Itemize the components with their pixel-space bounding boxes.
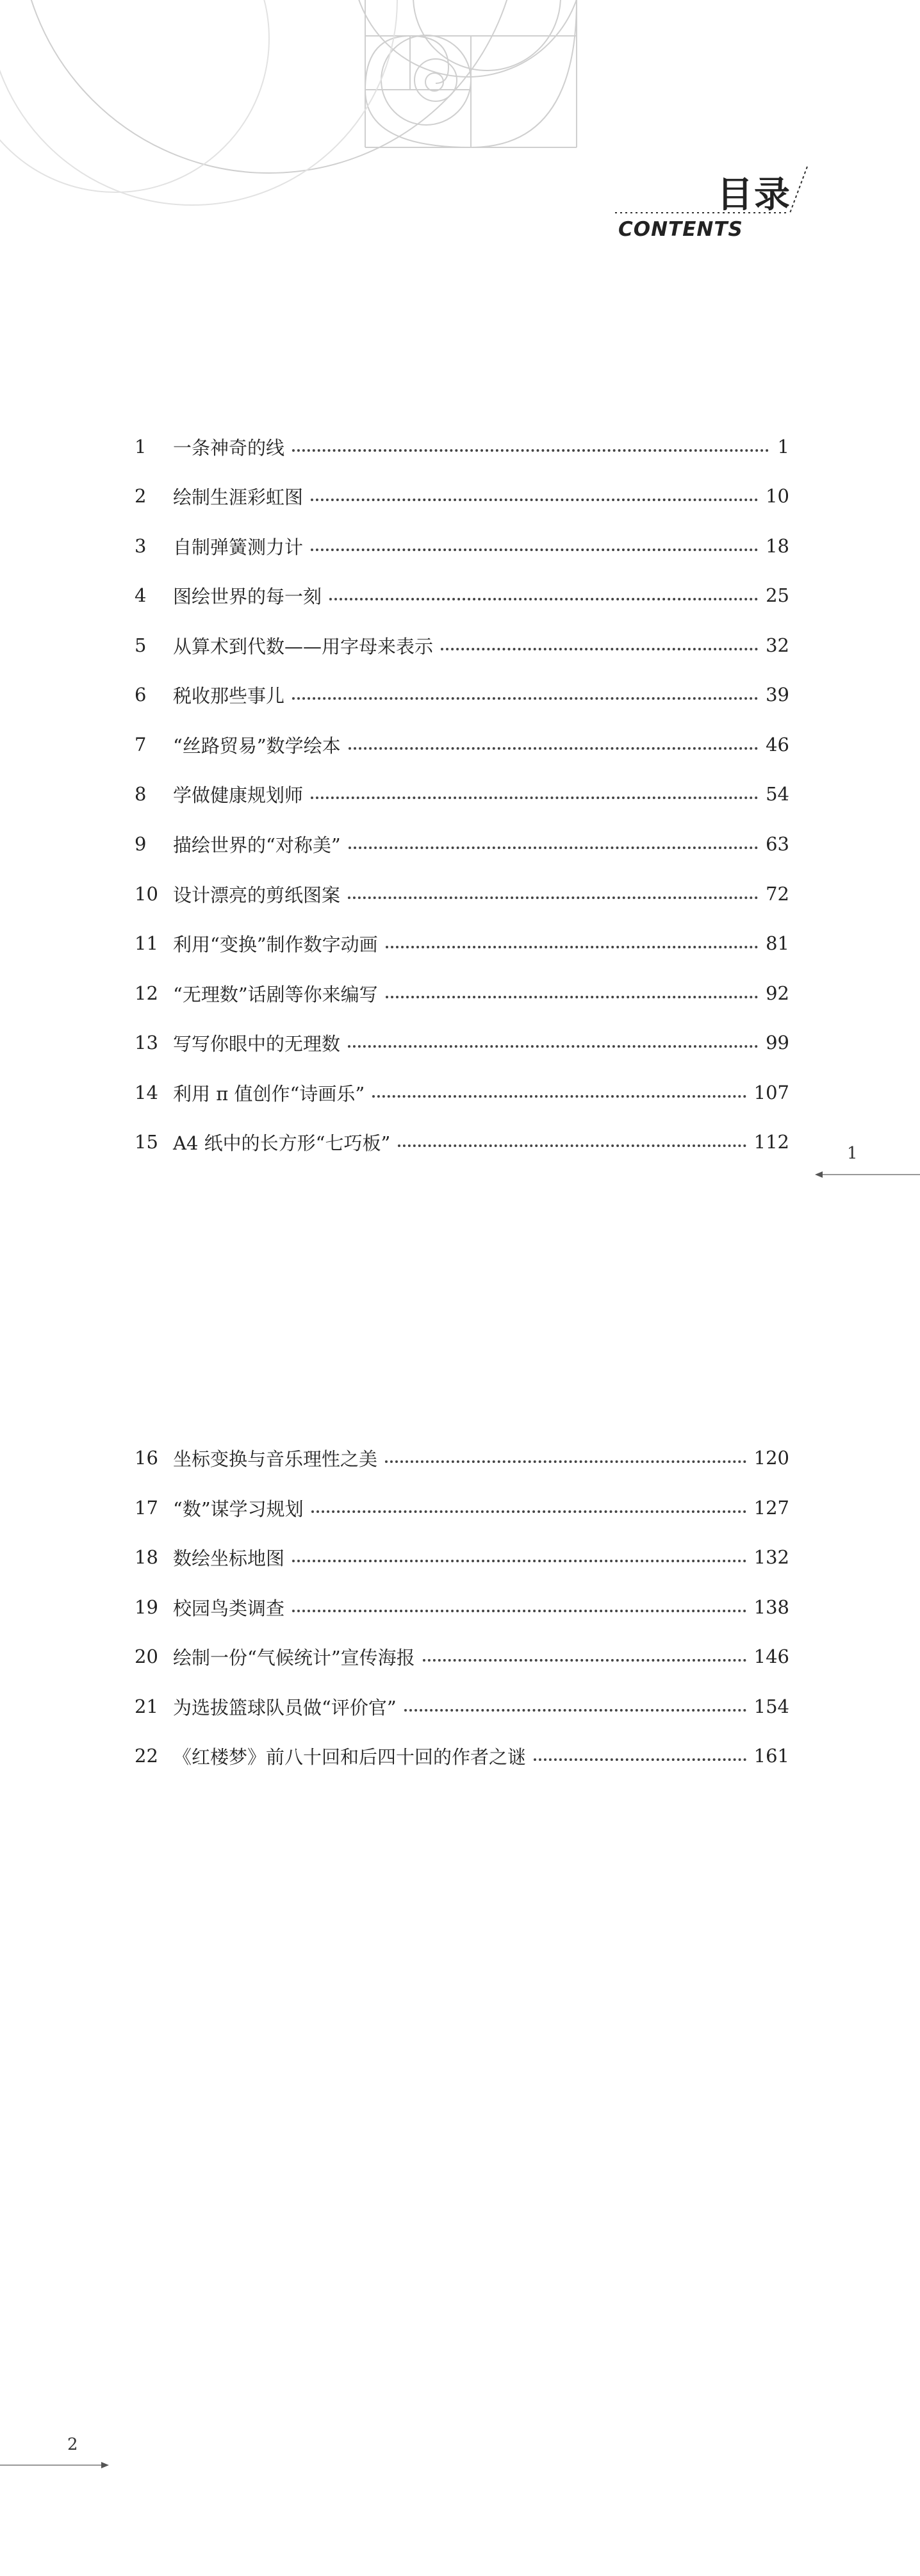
- toc-entry-page: 138: [753, 1596, 789, 1618]
- folio-arrow-left: [101, 2461, 109, 2469]
- toc-entry[interactable]: [135, 1594, 789, 1620]
- toc-entry-number: 1: [135, 436, 147, 458]
- toc-entry-page: 10: [766, 485, 789, 507]
- toc-entry-number: 19: [135, 1596, 158, 1618]
- toc-entry-number: 2: [135, 485, 147, 507]
- dot-leader: [386, 996, 758, 998]
- toc-entry-number: 16: [135, 1447, 158, 1469]
- toc-entry-number: 6: [135, 684, 147, 706]
- dot-leader: [311, 499, 758, 501]
- toc-entry-page: 99: [766, 1032, 789, 1053]
- dot-leader: [292, 1610, 746, 1612]
- toc-entry[interactable]: [135, 1129, 789, 1155]
- dot-leader: [329, 598, 758, 600]
- toc-entry-title: 绘制一份“气候统计”宣传海报: [173, 1646, 415, 1669]
- toc-entry[interactable]: [135, 1495, 789, 1521]
- contents-heading: [615, 160, 820, 244]
- dot-leader: [349, 846, 758, 849]
- toc-entry-page: 81: [766, 932, 789, 954]
- folio-rule-left: [0, 2465, 104, 2466]
- toc-entry-title: 利用 π 值创作“诗画乐”: [173, 1082, 365, 1105]
- dot-leader: [398, 1144, 746, 1147]
- toc-entry-page: 72: [766, 883, 789, 905]
- dot-leader: [311, 549, 758, 551]
- toc-entry[interactable]: [135, 781, 789, 807]
- contents-title-en: CONTENTS: [618, 218, 743, 241]
- toc-entry-title: 设计漂亮的剪纸图案: [173, 884, 341, 906]
- folio-arrow-right: [815, 1171, 823, 1178]
- dot-leader: [348, 896, 758, 899]
- toc-entry[interactable]: [135, 632, 789, 658]
- toc-entry-page: 120: [753, 1447, 789, 1469]
- toc-entry[interactable]: [135, 1644, 789, 1669]
- toc-entry-page: 92: [766, 982, 789, 1004]
- toc-entry-page: 39: [766, 684, 789, 706]
- dot-leader: [385, 1460, 746, 1463]
- toc-entry-page: 25: [766, 584, 789, 606]
- toc-entry[interactable]: [135, 1544, 789, 1570]
- toc-entry[interactable]: [135, 434, 789, 459]
- toc-entry-title: 《红楼梦》前八十回和后四十回的作者之谜: [173, 1746, 527, 1768]
- toc-entry-number: 15: [135, 1131, 158, 1153]
- toc-entry-number: 5: [135, 634, 147, 656]
- dot-leader: [441, 648, 758, 650]
- toc-entry-number: 22: [135, 1745, 158, 1767]
- toc-entry-number: 20: [135, 1646, 158, 1667]
- contents-title-cn: 目录: [717, 174, 791, 216]
- toc-entry[interactable]: [135, 930, 789, 956]
- toc-entry-title: 校园鸟类调查: [173, 1597, 285, 1619]
- toc-entry-number: 7: [135, 734, 147, 755]
- toc-entry[interactable]: [135, 1743, 789, 1769]
- toc-entry-title: 坐标变换与音乐理性之美: [173, 1448, 378, 1470]
- toc-entry-title: 数绘坐标地图: [173, 1547, 285, 1569]
- toc-entry[interactable]: [135, 732, 789, 757]
- toc-entry-number: 11: [135, 932, 158, 954]
- toc-entry-page: 112: [753, 1131, 789, 1153]
- toc-entry-title: “数”谋学习规划: [173, 1498, 304, 1520]
- toc-entry-title: 自制弹簧测力计: [173, 536, 304, 558]
- toc-entry-page: 154: [753, 1696, 789, 1717]
- toc-entry[interactable]: [135, 682, 789, 707]
- toc-entry-title: “无理数”话剧等你来编写: [173, 983, 378, 1005]
- dot-leader: [423, 1659, 746, 1662]
- toc-entry-title: “丝路贸易”数学绘本: [173, 734, 341, 757]
- toc-entry-title: 学做健康规划师: [173, 784, 304, 806]
- toc-entry-number: 14: [135, 1082, 158, 1103]
- toc-entry-page: 127: [753, 1497, 789, 1519]
- dot-leader: [349, 747, 758, 750]
- toc-entry-page: 132: [753, 1546, 789, 1568]
- dot-leader: [348, 1045, 758, 1048]
- toc-entry-title: 税收那些事儿: [173, 684, 285, 707]
- dot-leader: [292, 1560, 746, 1562]
- toc-entry-page: 18: [766, 535, 789, 557]
- toc-entry-title: 写写你眼中的无理数: [173, 1032, 341, 1055]
- toc-entry[interactable]: [135, 533, 789, 559]
- toc-entry-title: A4 纸中的长方形“七巧板”: [173, 1132, 391, 1154]
- dot-leader: [372, 1095, 746, 1098]
- toc-entry-number: 10: [135, 883, 158, 905]
- dot-leader: [404, 1709, 746, 1712]
- toc-entry-title: 图绘世界的每一刻: [173, 585, 322, 607]
- toc-entry[interactable]: [135, 831, 789, 857]
- toc-entry-number: 13: [135, 1032, 158, 1053]
- toc-entry[interactable]: [135, 1030, 789, 1055]
- toc-entry-number: 3: [135, 535, 147, 557]
- toc-entry[interactable]: [135, 483, 789, 509]
- toc-entry[interactable]: [135, 1445, 789, 1471]
- dot-leader: [292, 697, 758, 700]
- toc-entry-page: 161: [753, 1745, 789, 1767]
- toc-entry[interactable]: [135, 1080, 789, 1105]
- folio-rule-right: [819, 1174, 920, 1175]
- toc-entry-page: 107: [753, 1082, 789, 1103]
- toc-entry[interactable]: [135, 582, 789, 608]
- toc-entry-number: 12: [135, 982, 158, 1004]
- toc-entry-number: 18: [135, 1546, 158, 1568]
- toc-entry[interactable]: [135, 881, 789, 907]
- toc-entry-number: 9: [135, 833, 147, 855]
- toc-entry-page: 54: [766, 783, 789, 805]
- toc-entry-title: 描绘世界的“对称美”: [173, 834, 341, 856]
- dot-leader: [534, 1758, 746, 1761]
- toc-entry-title: 从算术到代数——用字母来表示: [173, 635, 434, 657]
- dot-leader: [311, 797, 758, 799]
- toc-entry-number: 17: [135, 1497, 158, 1519]
- toc-entry-page: 46: [766, 734, 789, 755]
- toc-entry-number: 21: [135, 1696, 158, 1717]
- toc-entry-title: 利用“变换”制作数字动画: [173, 933, 378, 955]
- toc-entry-page: 1: [777, 436, 789, 458]
- toc-entry-title: 为选拔篮球队员做“评价官”: [173, 1696, 397, 1719]
- toc-entry-title: 一条神奇的线: [173, 436, 285, 459]
- toc-entry-title: 绘制生涯彩虹图: [173, 486, 304, 508]
- toc-entry[interactable]: [135, 1694, 789, 1719]
- toc-entry-page: 63: [766, 833, 789, 855]
- toc-entry[interactable]: [135, 980, 789, 1006]
- dot-leader: [386, 946, 758, 948]
- page-number-left: 2: [67, 2435, 78, 2454]
- toc-entry-page: 146: [753, 1646, 789, 1667]
- toc-entry-number: 4: [135, 584, 147, 606]
- dot-leader: [311, 1510, 746, 1513]
- page-number-right: 1: [847, 1144, 858, 1163]
- dot-leader: [292, 449, 769, 452]
- toc-entry-page: 32: [766, 634, 789, 656]
- toc-entry-number: 8: [135, 783, 147, 805]
